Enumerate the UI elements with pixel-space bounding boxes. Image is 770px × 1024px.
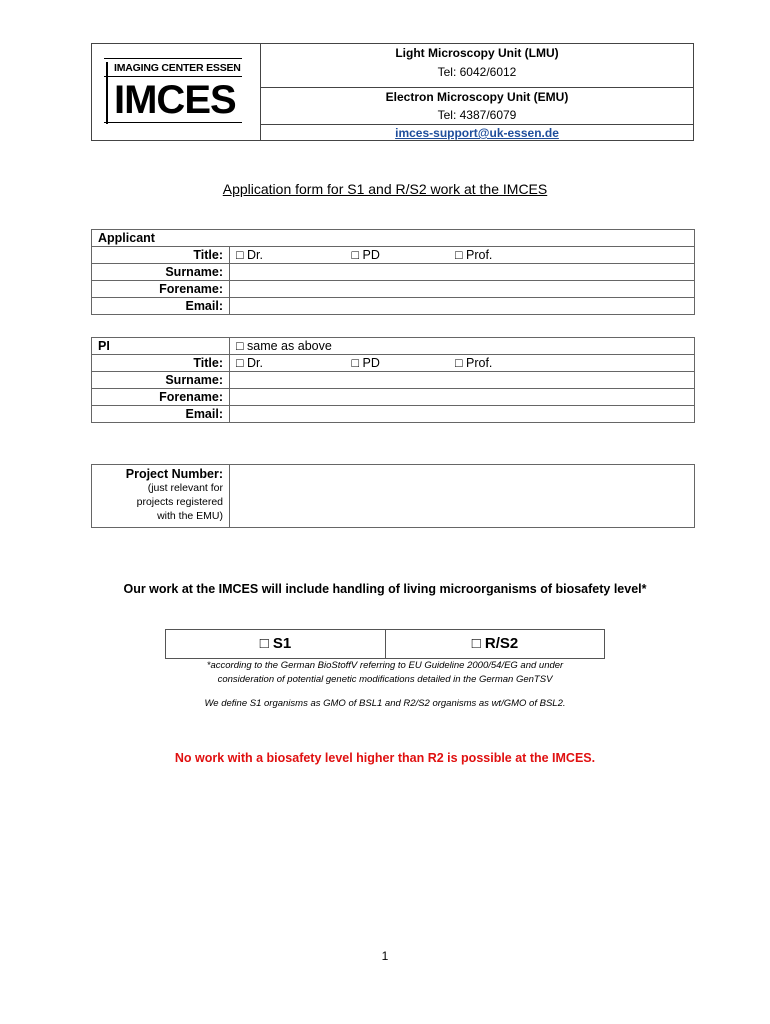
applicant-prof-checkbox[interactable]: □ Prof.: [454, 248, 493, 262]
applicant-title-options: [230, 247, 695, 264]
emu-title: Electron Microscopy Unit (EMU): [385, 90, 569, 104]
biosafety-statement: Our work at the IMCES will include handling of living microorganisms of biosafety level*: [123, 582, 647, 596]
applicant-heading: Applicant: [92, 230, 695, 247]
project-number-note-3: with the EMU): [157, 510, 223, 522]
applicant-forename-field[interactable]: [230, 281, 695, 298]
pi-surname-label: Surname:: [92, 372, 230, 389]
pi-dr-checkbox[interactable]: □ Dr.: [236, 356, 263, 370]
logo-wordmark: IMCES: [114, 78, 236, 122]
logo-subtitle: IMAGING CENTER ESSEN: [114, 62, 241, 74]
header-box: [91, 43, 694, 141]
applicant-surname-field[interactable]: [230, 264, 695, 281]
pi-table: [91, 337, 695, 423]
pi-title-label: Title:: [92, 355, 230, 372]
logo-bar: [106, 62, 108, 124]
applicant-forename-label: Forename:: [92, 281, 230, 298]
lmu-tel: Tel: 6042/6012: [437, 65, 517, 79]
applicant-pd-checkbox[interactable]: □ PD: [351, 248, 380, 262]
support-email-cell: [260, 126, 694, 140]
definition-note: We define S1 organisms as GMO of BSL1 and R2/S2 organisms as wt/GMO of BSL2.: [204, 698, 566, 709]
pi-surname-field[interactable]: [230, 372, 695, 389]
pi-email-field[interactable]: [230, 406, 695, 423]
header-divider: [260, 124, 694, 125]
logo-rule-top: [104, 58, 242, 59]
project-number-field[interactable]: [230, 465, 694, 527]
pi-pd-checkbox[interactable]: □ PD: [351, 356, 380, 370]
s1-checkbox[interactable]: □ S1: [259, 635, 292, 652]
emu-tel: Tel: 4387/6079: [437, 108, 517, 122]
applicant-title-label: Title:: [92, 247, 230, 264]
pi-email-label: Email:: [92, 406, 230, 423]
pi-forename-label: Forename:: [92, 389, 230, 406]
applicant-dr-checkbox[interactable]: □ Dr.: [236, 248, 263, 262]
biosafety-choice-box: [165, 629, 605, 659]
warning-text: No work with a biosafety level higher than R2 is possible at the IMCES.: [174, 751, 596, 765]
logo-rule-bottom: [104, 122, 242, 123]
project-number-label: Project Number:: [125, 467, 223, 481]
pi-same-as-above-checkbox[interactable]: □ same as above: [230, 338, 695, 355]
support-email-link[interactable]: imces-support@uk-essen.de: [395, 126, 559, 140]
footnote-line-1: *according to the German BioStoffV referring to EU Guideline 2000/54/EG and under: [206, 660, 564, 671]
pi-forename-field[interactable]: [230, 389, 695, 406]
applicant-table: [91, 229, 695, 315]
header-divider: [260, 87, 694, 88]
pi-title-options: [230, 355, 695, 372]
footnote-line-2: consideration of potential genetic modifications detailed in the German GenTSV: [217, 674, 553, 685]
logo: [92, 44, 261, 140]
lmu-title: Light Microscopy Unit (LMU): [395, 46, 559, 60]
applicant-email-label: Email:: [92, 298, 230, 315]
project-number-note-2: projects registered: [136, 496, 223, 508]
page-number: 1: [381, 949, 389, 963]
pi-prof-checkbox[interactable]: □ Prof.: [454, 356, 493, 370]
project-number-box: [91, 464, 695, 528]
page-title: Application form for S1 and R/S2 work at the IMCES: [222, 181, 548, 197]
applicant-surname-label: Surname:: [92, 264, 230, 281]
project-number-label-cell: [92, 465, 230, 527]
logo-rule-middle: [104, 76, 242, 77]
applicant-email-field[interactable]: [230, 298, 695, 315]
pi-heading: PI: [92, 338, 230, 355]
rs2-checkbox[interactable]: □ R/S2: [471, 635, 519, 652]
project-number-note-1: (just relevant for: [147, 482, 223, 494]
